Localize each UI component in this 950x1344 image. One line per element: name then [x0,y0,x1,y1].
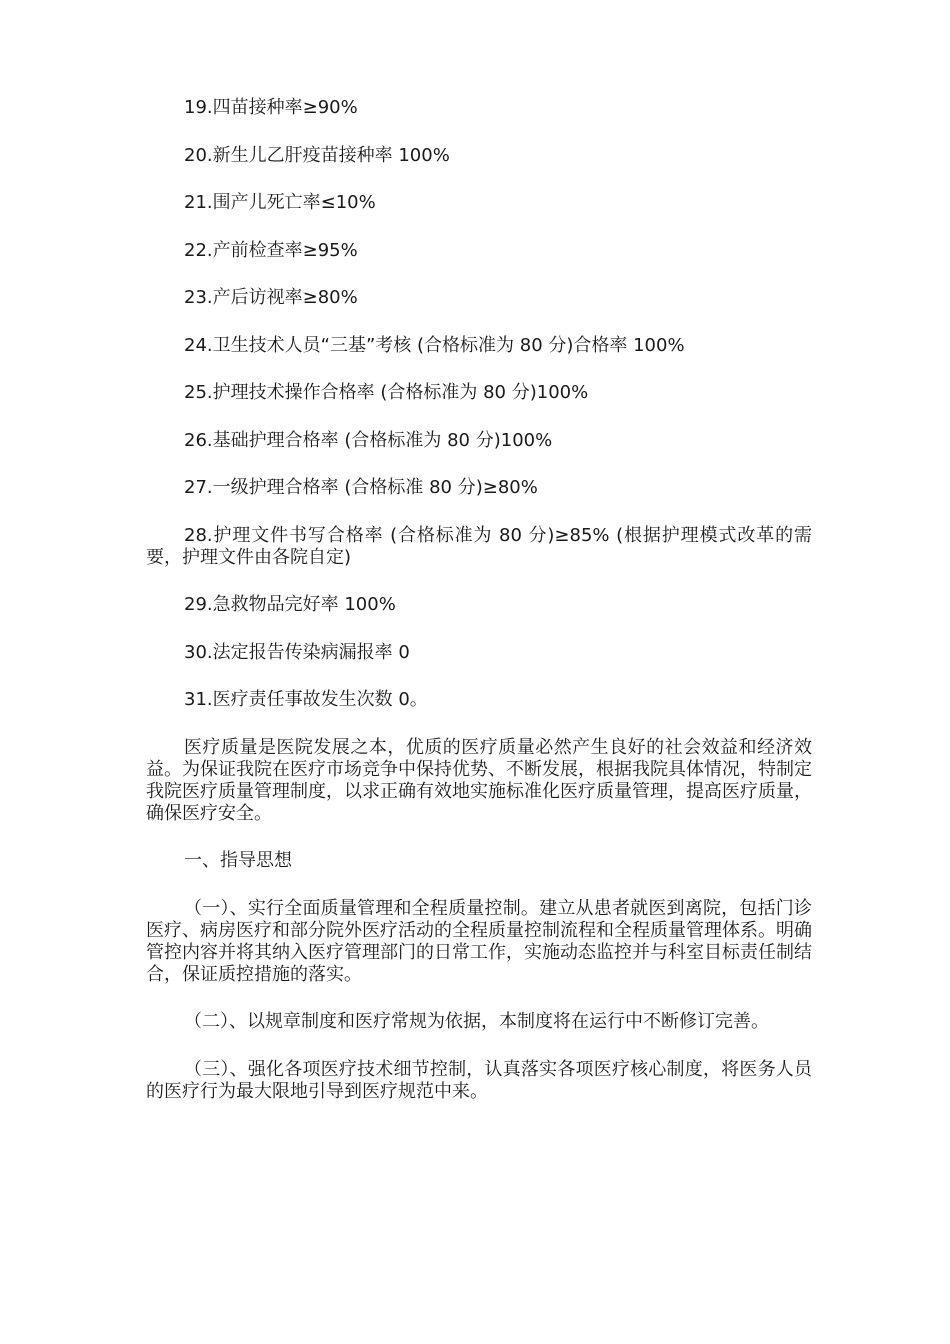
section-paragraph-3: （三）、强化各项医疗技术细节控制，认真落实各项医疗核心制度，将医务人员的医疗行为最大限地引导到医疗规范中来。 [146,1058,812,1102]
indicator-item-25: 25.护理技术操作合格率 (合格标准为 80 分)100% [184,382,589,403]
indicator-item-27: 27.一级护理合格率 (合格标准 80 分)≥80% [184,477,538,498]
section-paragraph-2: （二）、以规章制度和医疗常规为依据，本制度将在运行中不断修订完善。 [184,1011,769,1032]
section-heading: 一、指导思想 [184,850,292,871]
indicator-item-23: 23.产后访视率≥80% [184,287,358,308]
indicator-item-20: 20.新生儿乙肝疫苗接种率 100% [184,144,450,166]
intro-paragraph: 医疗质量是医院发展之本，优质的医疗质量必然产生良好的社会效益和经济效益。为保证我院在医疗市场竞争中保持优势、不断发展，根据我院具体情况，特制定我院医疗质量管理制度，以求正确有效地实施标准化医疗质量管理，提高医疗质量，确保医疗安全。 [146,736,812,824]
indicator-item-29: 29.急救物品完好率 100% [184,594,396,615]
indicator-item-31: 31.医疗责任事故发生次数 0。 [184,689,428,710]
indicator-item-22: 22.产前检查率≥95% [184,239,358,261]
indicator-item-30: 30.法定报告传染病漏报率 0 [184,641,410,663]
indicator-item-28: 28.护理文件书写合格率 (合格标准为 80 分)≥85% (根据护理模式改革的需要，护理文件由各院自定) [146,524,812,568]
indicator-item-26: 26.基础护理合格率 (合格标准为 80 分)100% [184,429,553,451]
section-paragraph-1: （一）、实行全面质量管理和全程质量控制。建立从患者就医到离院，包括门诊医疗、病房医疗和部分院外医疗活动的全程质量控制流程和全程质量管理体系。明确管控内容并将其纳入医疗管理部门的日常工作，实施动态监控并与科室目标责任制结合，保证质控措施的落实。 [146,897,812,985]
indicator-item-19: 19.四苗接种率≥90% [184,97,358,118]
indicator-item-21: 21.围产儿死亡率≤10% [184,192,376,213]
document-body [146,97,812,1128]
indicator-item-24: 24.卫生技术人员“三基”考核 (合格标准为 80 分)合格率 100% [184,334,685,356]
